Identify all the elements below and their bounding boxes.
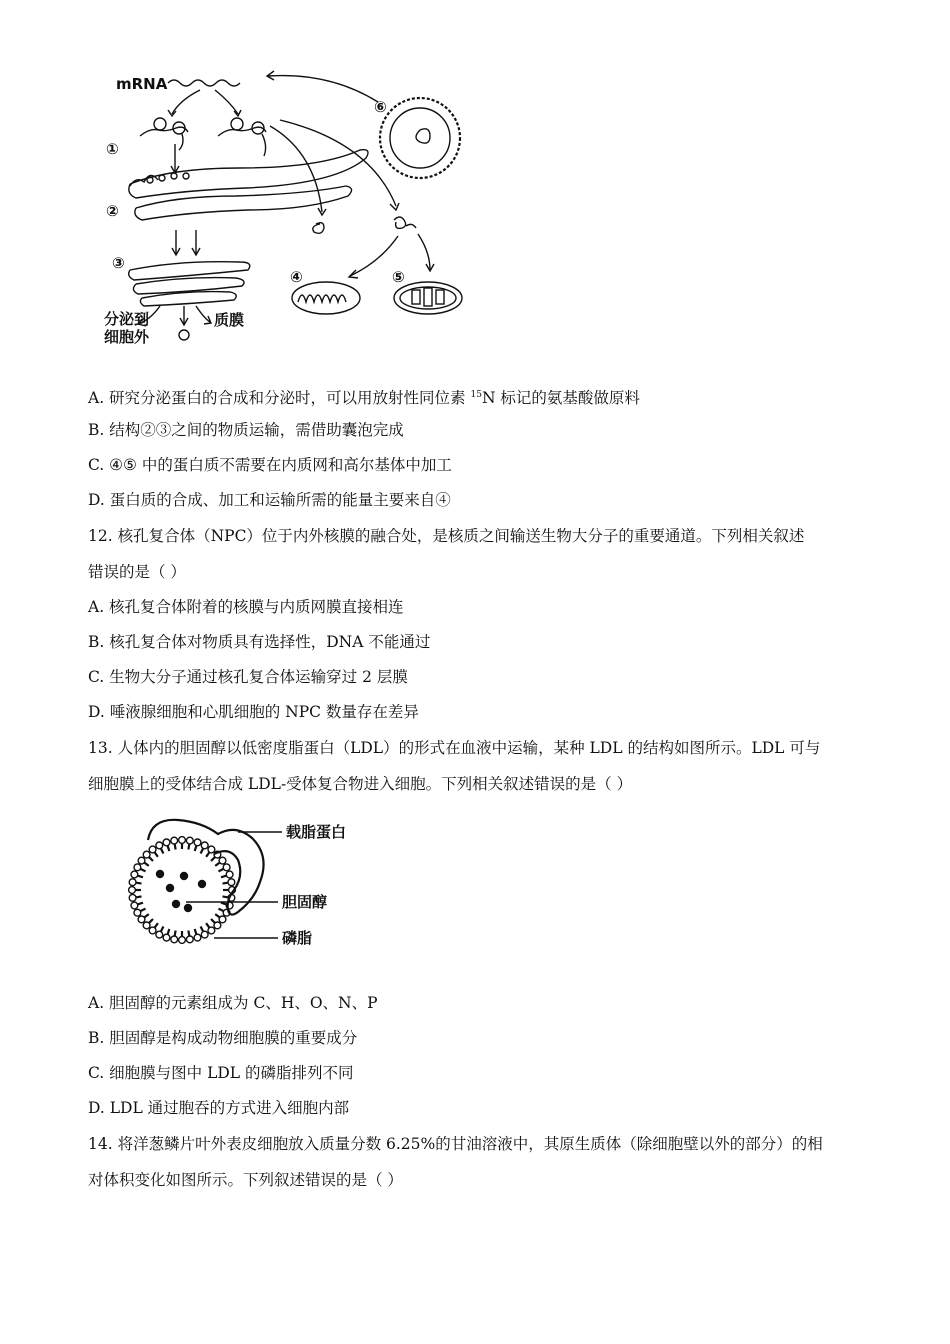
- q11-option-b: B. 结构②③之间的物质运输，需借助囊泡完成: [88, 421, 404, 439]
- q11-option-d: D. 蛋白质的合成、加工和运输所需的能量主要来自④: [88, 491, 451, 509]
- secrete-label-2: 细胞外: [104, 328, 150, 346]
- mrna-strand: [168, 80, 240, 86]
- q12-option-c: C. 生物大分子通过核孔复合体运输穿过 2 层膜: [88, 668, 408, 686]
- apolipoprotein: [148, 820, 264, 915]
- protein-transport-diagram: [100, 62, 480, 352]
- phospholipid-label: 磷脂: [282, 929, 313, 947]
- mitochondrion: [292, 282, 360, 314]
- label-4: ④: [290, 268, 303, 286]
- label-5: ⑤: [392, 268, 405, 286]
- q12-stem-line1: 12. 核孔复合体（NPC）位于内外核膜的融合处，是核质之间输送生物大分子的重要通道。下列相关叙述: [88, 527, 805, 545]
- q12-option-d: D. 唾液腺细胞和心肌细胞的 NPC 数量存在差异: [88, 703, 419, 721]
- q12-option-b: B. 核孔复合体对物质具有选择性，DNA 不能通过: [88, 633, 431, 651]
- q13-option-b: B. 胆固醇是构成动物细胞膜的重要成分: [88, 1029, 358, 1047]
- q11-option-a-pre: A. 研究分泌蛋白的合成和分泌时，可以用放射性同位素: [88, 389, 471, 407]
- apolipoprotein-label: 载脂蛋白: [286, 823, 347, 841]
- q13-option-a: A. 胆固醇的元素组成为 C、H、O、N、P: [88, 994, 378, 1012]
- q14-stem-line2: 对体积变化如图所示。下列叙述错误的是（ ）: [88, 1171, 403, 1189]
- q11-option-a-post: N 标记的氨基酸做原料: [481, 389, 640, 407]
- label-1: ①: [106, 140, 119, 158]
- q11-option-c: C. ④⑤ 中的蛋白质不需要在内质网和高尔基体中加工: [88, 456, 452, 474]
- endoplasmic-reticulum: [129, 150, 368, 198]
- mrna-label: mRNA: [116, 75, 168, 93]
- q14-stem-line1: 14. 将洋葱鳞片叶外表皮细胞放入质量分数 6.25%的甘油溶液中，其原生质体（除细胞壁以外的部分）的相: [88, 1135, 823, 1153]
- q11-option-a: [88, 385, 640, 408]
- secrete-label-1: 分泌到: [104, 310, 150, 328]
- q13-option-d: D. LDL 通过胞吞的方式进入细胞内部: [88, 1099, 350, 1117]
- cholesterol-dots: [156, 870, 206, 912]
- cholesterol-label: 胆固醇: [282, 893, 328, 911]
- label-2: ②: [106, 202, 119, 220]
- ldl-structure-diagram: [120, 812, 380, 952]
- q12-stem-line2: 错误的是（ ）: [88, 563, 186, 581]
- q13-stem-line2: 细胞膜上的受体结合成 LDL-受体复合物进入细胞。下列相关叙述错误的是（ ）: [88, 775, 633, 793]
- q12-option-a: A. 核孔复合体附着的核膜与内质网膜直接相连: [88, 598, 404, 616]
- q13-option-c: C. 细胞膜与图中 LDL 的磷脂排列不同: [88, 1064, 354, 1082]
- label-6: ⑥: [374, 98, 387, 116]
- q11-isotope-mass: 15: [470, 390, 482, 400]
- nucleus: [380, 98, 460, 178]
- label-3: ③: [112, 254, 125, 272]
- q13-stem-line1: 13. 人体内的胆固醇以低密度脂蛋白（LDL）的形式在血液中运输，某种 LDL 的结构如图所示。LDL 可与: [88, 739, 821, 757]
- membrane-label: 质膜: [214, 311, 245, 329]
